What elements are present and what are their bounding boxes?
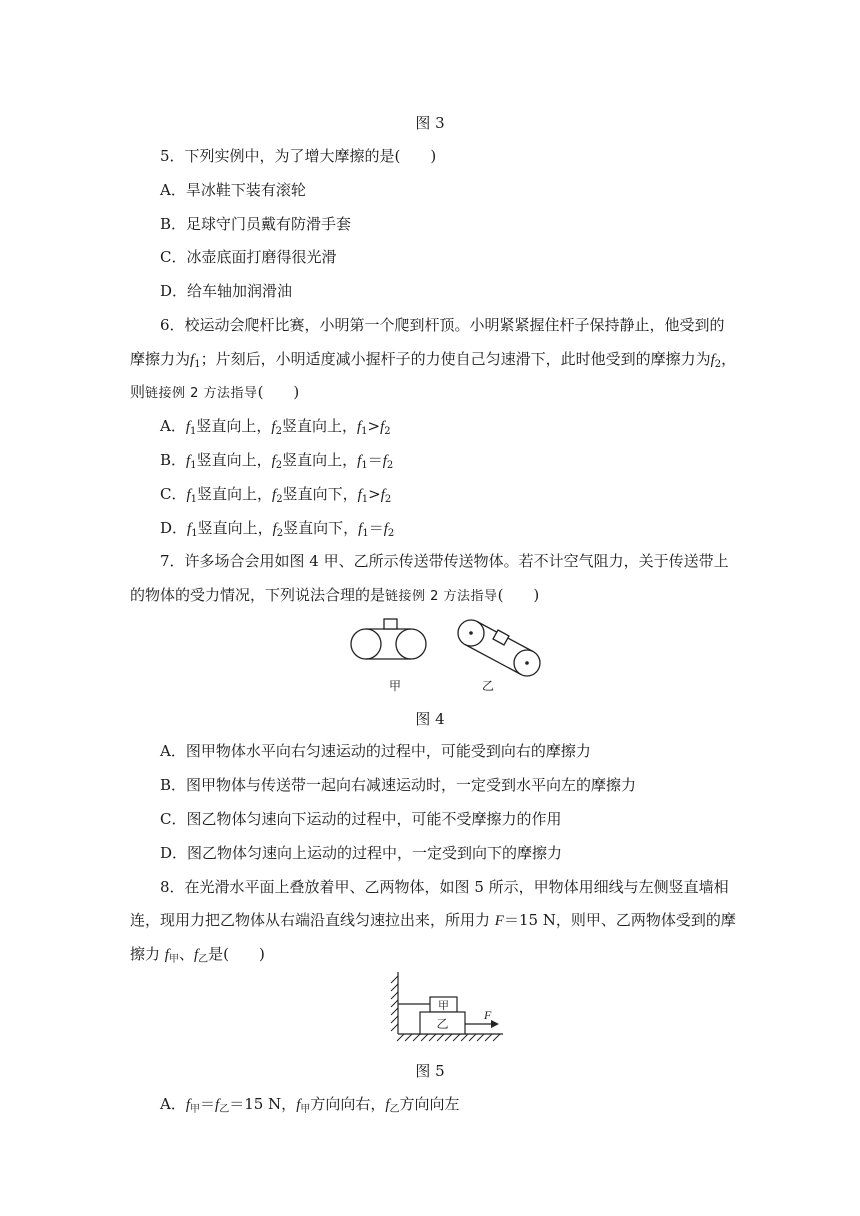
ground-hatch xyxy=(421,1034,428,1041)
ground-hatch xyxy=(445,1034,452,1041)
box-on-belt xyxy=(384,619,397,629)
q8-stem-line1: 8．在光滑水平面上叠放着甲、乙两物体，如图 5 所示，甲物体用细线与左侧竖直墙相 xyxy=(160,878,729,896)
wall-hatch xyxy=(391,992,398,999)
q5-option-a: A．旱冰鞋下装有滚轮 xyxy=(160,181,306,199)
q8-stem-line2: 连，现用力把乙物体从右端沿直线匀速拉出来，所用力 F＝15 N，则甲、乙两物体受到的摩 xyxy=(130,911,736,929)
conveyor-horizontal xyxy=(351,619,426,659)
ground-hatch xyxy=(461,1034,468,1041)
q5-option-c: C．冰壶底面打磨得很光滑 xyxy=(160,248,337,266)
ground-hatch xyxy=(405,1034,412,1041)
figure-3-caption: 图 3 xyxy=(415,114,445,132)
ground-hatch xyxy=(413,1034,420,1041)
roller-right xyxy=(396,629,426,659)
box-on-incline xyxy=(493,630,509,645)
q5-option-d: D．给车轴加润滑油 xyxy=(160,282,293,300)
conveyor-inclined xyxy=(458,620,540,676)
ground-hatch xyxy=(437,1034,444,1041)
ground-hatch xyxy=(485,1034,492,1041)
wall-hatch xyxy=(391,1016,398,1023)
block-yi-label: 乙 xyxy=(436,1017,449,1031)
q7-option-a: A．图甲物体水平向右匀速运动的过程中，可能受到向右的摩擦力 xyxy=(160,742,591,760)
roller-axle-dot xyxy=(469,631,473,635)
q6-option-a: A．$f_1$竖直向上，$f_2$竖直向上，$f_1>f_2$ xyxy=(160,417,391,437)
wall-hatch xyxy=(391,984,398,991)
ground-hatch xyxy=(493,1034,500,1041)
figure-5-stacked-blocks xyxy=(388,970,518,1042)
q6-option-d: D．$f_1$竖直向上，$f_2$竖直向下，$f_1=f_2$ xyxy=(160,519,395,539)
method-guide-note: 链接例 2 方法指导 xyxy=(385,589,498,604)
q7-stem-line2: 的物体的受力情况，下列说法合理的是链接例 2 方法指导( ) xyxy=(130,586,540,604)
figure-4-conveyor-diagram xyxy=(345,618,585,688)
q7-option-d: D．图乙物体匀速向上运动的过程中，一定受到向下的摩擦力 xyxy=(160,844,563,862)
q6-stem-line2: 摩擦力为$f_1$；片刻后，小明适度减小握杆子的力使自己匀速滑下，此时他受到的摩擦力为$f_2$， xyxy=(130,350,737,370)
belt-lower-edge xyxy=(465,645,521,675)
wall-hatch xyxy=(391,976,398,983)
force-arrowhead xyxy=(491,1020,499,1028)
q5-option-b: B．足球守门员戴有防滑手套 xyxy=(160,215,352,233)
q7-stem-line1: 7．许多场合会用如图 4 甲、乙所示传送带传送物体。若不计空气阻力，关于传送带上 xyxy=(160,552,729,570)
ground-hatch xyxy=(429,1034,436,1041)
wall-hatch xyxy=(391,1008,398,1015)
q7-option-b: B．图甲物体与传送带一起向右减速运动时，一定受到水平向左的摩擦力 xyxy=(160,776,637,794)
q5-stem: 5．下列实例中，为了增大摩擦的是( ) xyxy=(160,147,437,165)
wall-hatch xyxy=(391,1000,398,1007)
roller-left xyxy=(351,629,381,659)
q8-stem-line3: 擦力 $f_甲$、$f_乙$是( ) xyxy=(130,945,265,965)
figure-4-caption: 图 4 xyxy=(415,710,445,728)
figure-4-label-jia: 甲 xyxy=(389,679,402,693)
figure-5-caption: 图 5 xyxy=(415,1062,445,1080)
figure-4-label-yi: 乙 xyxy=(482,679,495,693)
force-label: F xyxy=(484,1008,492,1022)
wall-hatch xyxy=(391,1024,398,1031)
ground-hatch xyxy=(397,1034,404,1041)
roller-axle-dot xyxy=(525,661,529,665)
q6-option-b: B．$f_1$竖直向上，$f_2$竖直向上，$f_1=f_2$ xyxy=(160,451,394,471)
ground-hatch xyxy=(469,1034,476,1041)
q8-option-a: A．$f_甲=f_乙=15$ N，$f_甲$方向向右，$f_乙$方向向左 xyxy=(160,1095,460,1115)
ground-hatch xyxy=(453,1034,460,1041)
block-jia-label: 甲 xyxy=(438,999,449,1012)
q6-stem-line1: 6．校运动会爬杆比赛，小明第一个爬到杆顶。小明紧紧握住杆子保持静止，他受到的 xyxy=(160,316,725,334)
method-guide-note: 链接例 2 方法指导 xyxy=(145,386,258,401)
q6-stem-line3: 则链接例 2 方法指导( ) xyxy=(130,383,300,401)
q6-option-c: C．$f_1$竖直向上，$f_2$竖直向下，$f_1>f_2$ xyxy=(160,485,392,505)
ground-hatch xyxy=(477,1034,484,1041)
q7-option-c: C．图乙物体匀速向下运动的过程中，可能不受摩擦力的作用 xyxy=(160,810,562,828)
